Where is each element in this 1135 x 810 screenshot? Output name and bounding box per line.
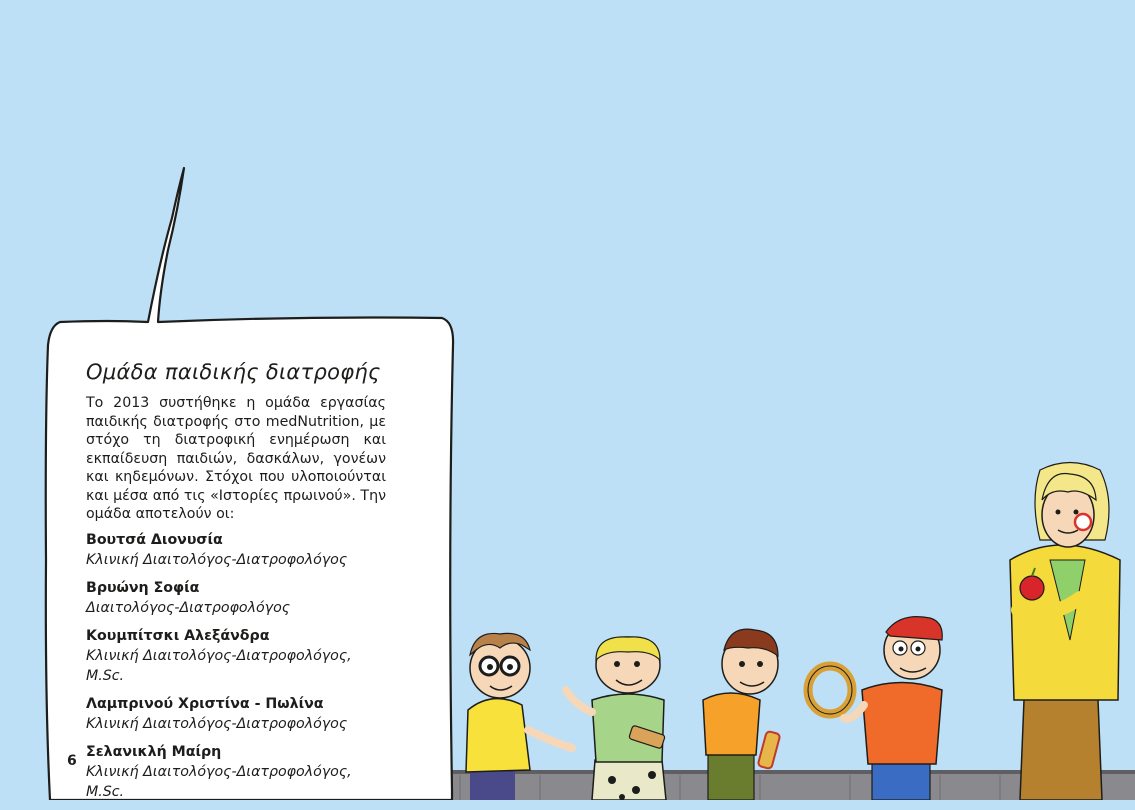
member-role: Κλινική Διαιτολόγος-Διατροφολόγος [86,715,348,732]
member-entry [86,694,386,734]
member-role: Κλινική Διαιτολόγος-Διατροφολόγος [86,551,348,568]
member-entry [86,742,386,802]
member-name: Σελανικλή Μαίρη [86,743,222,760]
teacher-with-apple [1010,463,1120,801]
member-entry [86,626,386,686]
member-role: Κλινική Διαιτολόγος-Διατροφολόγος, M.Sc. [86,763,352,800]
intro-paragraph: Το 2013 συστήθηκε η ομάδα εργασίας παιδικής διατροφής στο medNutrition, με στόχο τη διατροφική ενημέρωση και εκπαίδευση παιδιών, δασκάλων, γονέων και κηδεμόνων. Στόχοι που υλοποιούνται και μέσα από τις «Ιστορίες πρωινού». Την ομάδα αποτελούν οι: [86,395,386,522]
member-name: Βουτσά Διονυσία [86,531,223,548]
member-entry [86,530,386,570]
member-entry [86,578,386,618]
member-role: Διαιτολόγος-Διατροφολόγος [86,599,291,616]
member-name: Λαμπρινού Χριστίνα - Πωλίνα [86,695,324,712]
page-number: 6 [67,753,77,769]
bubble-title: Ομάδα παιδικής διατροφής [86,360,381,384]
bubble-text-block [86,360,386,810]
member-name: Κουμπίτσκι Αλεξάνδρα [86,627,270,644]
member-role: Κλινική Διαιτολόγος-Διατροφολόγος, M.Sc. [86,647,352,684]
member-name: Βρυώνη Σοφία [86,579,200,596]
